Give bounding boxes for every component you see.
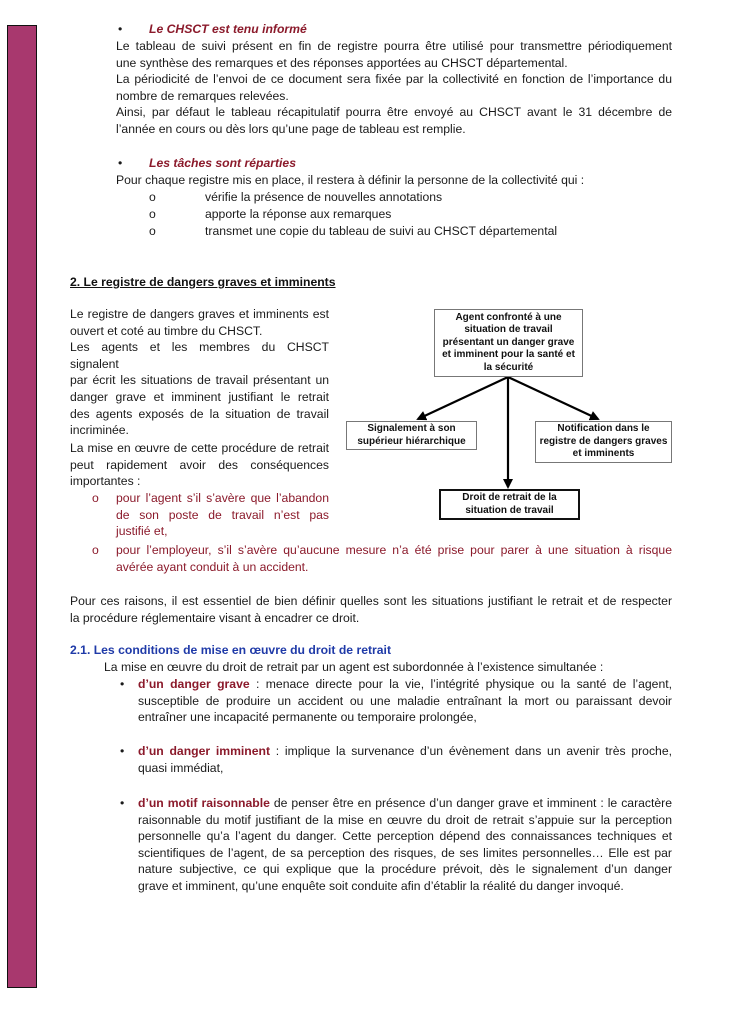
text-line: une synthèse des remarques et des réponses apportées au CHSCT départemental. — [116, 55, 568, 70]
text-line: La mise en œuvre de cette procédure de retrait — [70, 441, 329, 455]
consequence-employer — [116, 542, 672, 575]
section-title-tasks: Les tâches sont réparties — [149, 156, 296, 170]
diagram-box-agent-situation: Agent confronté à une situation de travail présentant un danger grave et imminent pour la santé et la sécurité — [434, 309, 583, 377]
sub-bullet-icon: o — [149, 190, 156, 204]
sub-bullet-icon: o — [149, 207, 156, 221]
text-line: Les agents et les membres du CHSCT signalent — [70, 340, 329, 371]
text-line: l’année en cours ou dès lors qu’une page de tableau est remplie. — [116, 121, 466, 136]
text-line — [138, 795, 672, 812]
text-line: La périodicité de l’envoi de ce document sera fixée par la collectivité en fonction de l’importance du — [116, 72, 672, 87]
text-line: raisonnable du motif justifiant de la mise en œuvre du droit de retrait s’appuie sur la perception — [138, 812, 672, 827]
text-line: pour l’agent s’il s’avère que l’abandon — [116, 491, 329, 505]
text-line: Ainsi, par défaut le tableau récapitulatif pourra être envoyé au CHSCT avant le 31 décembre de — [116, 105, 672, 120]
text-line: pour l’employeur, s’il s’avère qu’aucune mesure n’a été prise pour parer à une situation à risque — [116, 543, 672, 557]
text-line: de son poste de travail n’est pas — [116, 507, 329, 522]
condition-text: de penser être en présence d’un danger grave et imminent : le caractère — [269, 796, 672, 810]
task-item: vérifie la présence de nouvelles annotations — [205, 190, 443, 204]
diagram-box-withdrawal-right: Droit de retrait de la situation de travail — [439, 489, 580, 520]
bullet-icon: • — [120, 796, 125, 810]
bullet-icon: • — [120, 677, 125, 691]
arrow-to-register — [508, 377, 598, 419]
text-line: incriminée. — [70, 423, 129, 438]
tasks-intro: Pour chaque registre mis en place, il restera à définir la personne de la collectivité qui : — [116, 173, 585, 187]
condition-text: : implique la survenance d’un évènement dans un avenir très proche, — [270, 744, 673, 758]
text-line — [138, 743, 672, 760]
bullet-icon: • — [118, 22, 123, 36]
conclusion-paragraph — [70, 593, 672, 626]
arrow-to-supervisor — [418, 377, 508, 419]
task-item: transmet une copie du tableau de suivi au CHSCT départemental — [205, 224, 558, 238]
text-line: danger grave et imminent justifiant le retrait — [70, 389, 329, 404]
condition-imminent-danger — [138, 743, 672, 776]
diagram-box-report-supervisor: Signalement à son supérieur hiérarchique — [346, 421, 477, 450]
text-line: des agents exposés de la situation de travail — [70, 406, 329, 421]
condition-reasonable-motive — [138, 795, 672, 895]
text-line: Le tableau de suivi présent en fin de registre pourra être utilisé pour transmettre périodiquement — [116, 39, 672, 53]
conditions-intro: La mise en œuvre du droit de retrait par un agent est subordonnée à l’existence simultanée : — [104, 660, 604, 674]
text-line: personnelle qu’a l’agent du danger. Cette perception dépend des connaissances techniques et — [138, 829, 672, 844]
task-item: apporte la réponse aux remarques — [205, 207, 392, 221]
text-line: nombre de remarques relevées. — [116, 88, 289, 103]
condition-grave-danger — [138, 676, 672, 726]
condition-text: : menace directe pour la vie, l’intégrité physique ou la santé de l’agent, — [249, 677, 672, 691]
condition-keyword: d’un danger imminent — [138, 744, 271, 758]
text-line: par écrit les situations de travail présentant un — [70, 373, 329, 388]
text-line: susceptible de produire un accident ou une maladie entraînant la mort ou paraissant devoir — [138, 693, 672, 708]
consequence-agent — [116, 490, 329, 540]
condition-keyword: d’un motif raisonnable — [138, 796, 270, 810]
text-line: peut rapidement avoir des conséquences — [70, 457, 329, 472]
procedure-consequences-intro — [70, 440, 329, 490]
text-line — [138, 676, 672, 693]
text-line: scientifiques de l’agent, de sa perception des risques, de ses limites personnelles… Elle est par — [138, 845, 672, 860]
text-line: avérée ayant conduit à un accident. — [116, 559, 309, 574]
text-line: grave et imminent, qu’une enquête soit conduite afin d’établir la réalité du danger invoqué. — [138, 878, 624, 893]
bullet-icon: • — [120, 744, 125, 758]
section-heading-2: 2. Le registre de dangers graves et imminents — [70, 275, 336, 289]
condition-keyword: d’un danger grave — [138, 677, 250, 691]
text-line: entraîner une incapacité permanente ou temporaire prolongée, — [138, 710, 477, 725]
bullet-icon: • — [118, 156, 123, 170]
text-line: justifié et, — [116, 524, 168, 539]
section-heading-2-1: 2.1. Les conditions de mise en œuvre du droit de retrait — [70, 643, 392, 657]
sub-bullet-icon: o — [149, 224, 156, 238]
informed-paragraph — [116, 38, 672, 138]
text-line: la procédure réglementaire visant à encadrer ce droit. — [70, 610, 360, 625]
text-line: Le registre de dangers graves et imminents est — [70, 307, 329, 321]
sub-bullet-icon: o — [92, 543, 99, 557]
registry-description — [70, 306, 329, 439]
diagram-box-register-notification: Notification dans le registre de dangers graves et imminents — [535, 421, 672, 463]
text-line: nature subjective, ce qui explique que la procédure prévoit, dès le signalement d’un danger — [138, 862, 672, 877]
text-line: Pour ces raisons, il est essentiel de bien définir quelles sont les situations justifiant le retrait et de respecter — [70, 594, 672, 608]
text-line: quasi immédiat, — [138, 760, 224, 775]
text-line: ouvert et coté au timbre du CHSCT. — [70, 323, 263, 338]
text-line: importantes : — [70, 474, 141, 489]
sub-bullet-icon: o — [92, 491, 99, 505]
section-title-informed: Le CHSCT est tenu informé — [149, 22, 307, 36]
